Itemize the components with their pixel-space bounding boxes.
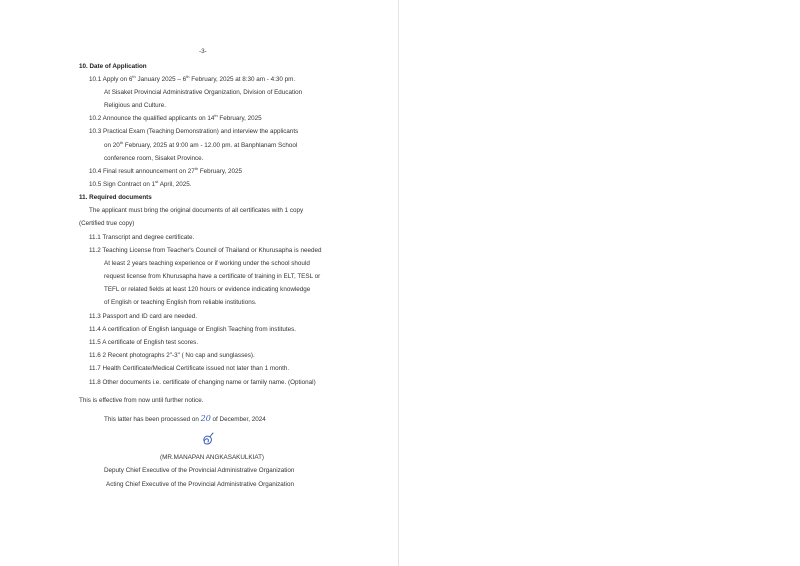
section-11-heading: 11. Required documents — [79, 194, 152, 201]
page-number: -3- — [199, 48, 207, 55]
item-10-3-line-3: conference room, Sisaket Province. — [104, 155, 204, 162]
item-11-7: 11.7 Health Certificate/Medical Certificate issued not later than 1 month. — [89, 365, 290, 372]
item-11-2-line-1: 11.2 Teaching License from Teacher's Council of Thailand or Khurusapha is needed — [89, 247, 322, 254]
item-11-2-line-5: of English or teaching English from reliable institutions. — [104, 299, 257, 306]
signatory-title-1: Deputy Chief Executive of the Provincial Administrative Organization — [104, 467, 295, 474]
item-10-3-line-1: 10.3 Practical Exam (Teaching Demonstration) and interview the applicants — [89, 128, 299, 135]
item-11-2-line-3: request license from Khurusapha have a certificate of training in ELT, TESL or — [104, 273, 321, 280]
signatory-name: (MR.MANAPAN ANGKASAKULKIAT) — [160, 454, 265, 461]
item-10-3-line-2: on 20th February, 2025 at 9:00 am - 12.00 pm. at Banphlanam School — [104, 139, 298, 149]
item-10-1-line-1: 10.1 Apply on 6th January 2025 – 6th February, 2025 at 8:30 am - 4:30 pm. — [89, 73, 296, 83]
document-page-right-blank — [399, 0, 800, 566]
section-10-heading: 10. Date of Application — [79, 63, 147, 70]
item-11-6: 11.6 2 Recent photographs 2"-3" ( No cap and sunglasses). — [89, 352, 255, 359]
handwritten-day: 20 — [200, 414, 211, 423]
signature-icon — [201, 432, 215, 446]
item-10-4: 10.4 Final result announcement on 27th February, 2025 — [89, 165, 243, 175]
item-11-4: 11.4 A certification of English language or English Teaching from institutes. — [89, 326, 296, 333]
item-11-2-line-4: TEFL or related fields at least 120 hours or evidence indicating knowledge — [104, 286, 311, 293]
section-11-intro-line-1: The applicant must bring the original documents of all certificates with 1 copy — [89, 207, 304, 214]
processed-date-line: This latter has been processed on 20 of December, 2024 — [104, 414, 266, 423]
item-11-1: 11.1 Transcript and degree certificate. — [89, 234, 195, 241]
signatory-title-2: Acting Chief Executive of the Provincial Administrative Organization — [106, 481, 294, 488]
item-11-2-line-2: At least 2 years teaching experience or if working under the school should — [104, 260, 310, 267]
document-page-left — [0, 0, 398, 566]
item-11-8: 11.8 Other documents i.e. certificate of changing name or family name. (Optional) — [89, 379, 316, 386]
item-11-5: 11.5 A certificate of English test scores. — [89, 339, 199, 346]
item-10-2: 10.2 Announce the qualified applicants on 14th February, 2025 — [89, 112, 262, 122]
item-10-1-line-2: At Sisaket Provincial Administrative Organization, Division of Education — [104, 89, 303, 96]
item-10-5: 10.5 Sign Contract on 1st April, 2025. — [89, 178, 192, 188]
section-11-intro-line-2: (Certified true copy) — [79, 220, 135, 227]
effective-notice: This is effective from now until further notice. — [79, 397, 204, 404]
item-10-1-line-3: Religious and Culture. — [104, 102, 166, 109]
item-11-3: 11.3 Passport and ID card are needed. — [89, 313, 198, 320]
